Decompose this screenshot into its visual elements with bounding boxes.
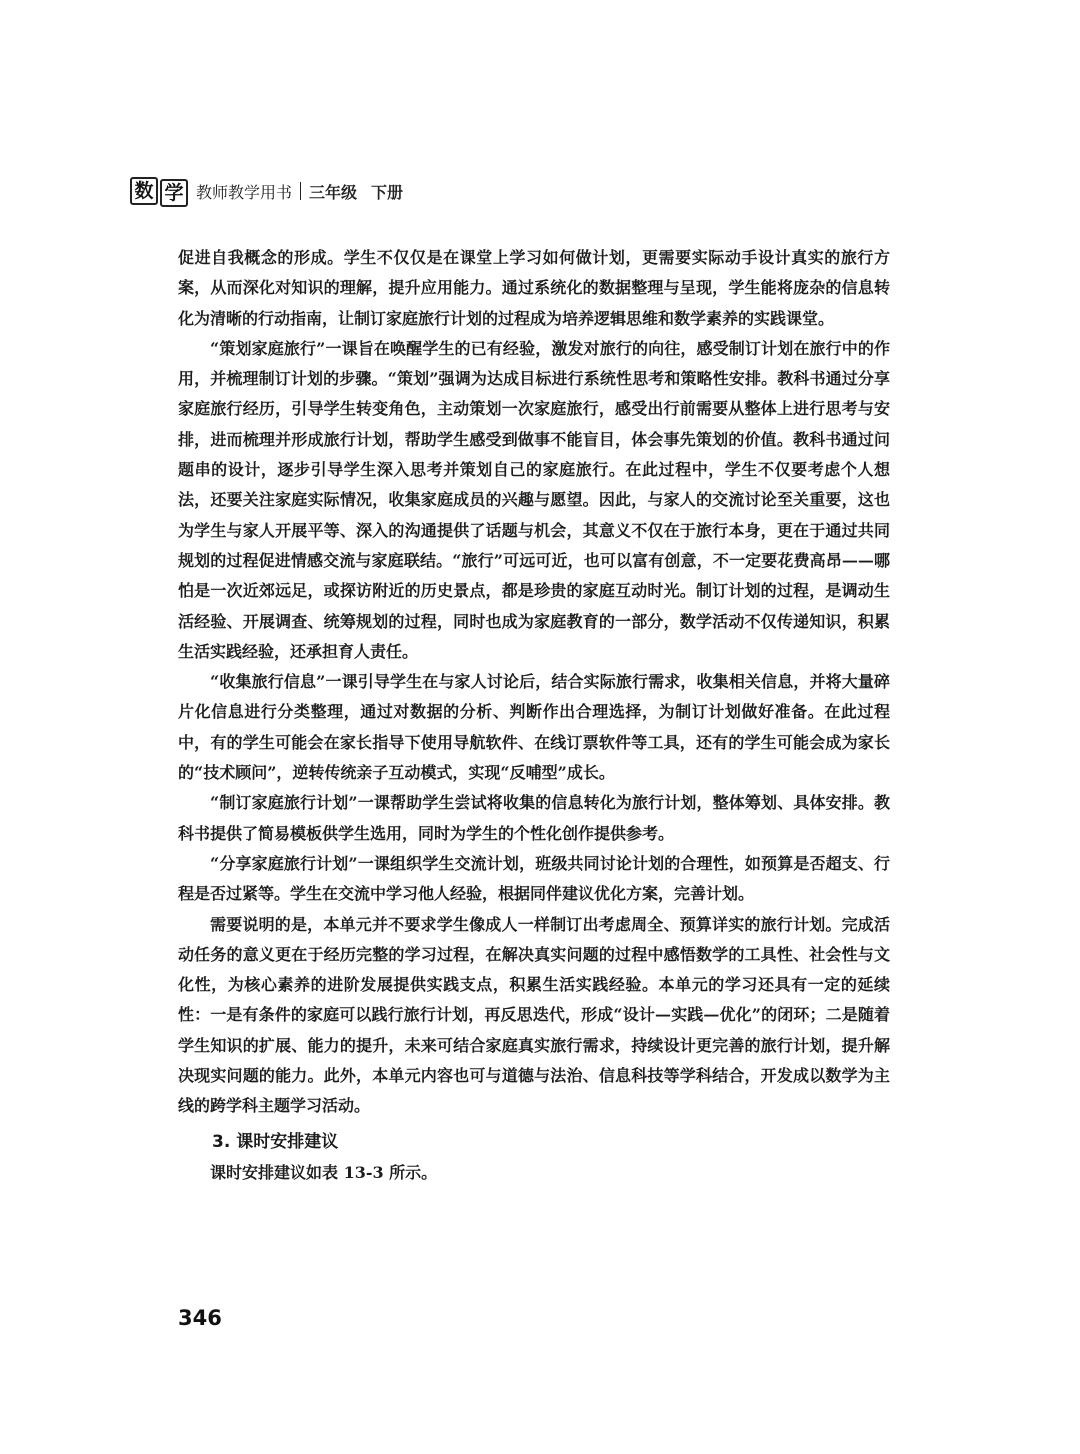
paragraph-2: “策划家庭旅行”一课旨在唤醒学生的已有经验，激发对旅行的向往，感受制订计划在旅行中的作用，并梳理制订计划的步骤。“策划”强调为达成目标进行系统性思考和策略性安排。教科书通过分享家庭旅行经历，引导学生转变角色，主动策划一次家庭旅行，感受出行前需要从整体上进行思考与安排，进而梳理并形成旅行计划，帮助学生感受到做事不能盲目，体会事先策划的价值。教科书通过问题串的设计，逐步引导学生深入思考并策划自己的家庭旅行。在此过程中，学生不仅要考虑个人想法，还要关注家庭实际情况，收集家庭成员的兴趣与愿望。因此，与家人的交流讨论至关重要，这也为学生与家人开展平等、深入的沟通提供了话题与机会，其意义不仅在于旅行本身，更在于通过共同规划的过程促进情感交流与家庭联结。“旅行”可远可近，也可以富有创意，不一定要花费高昂——哪怕是一次近郊远足，或探访附近的历史景点，都是珍贵的家庭互动时光。制订计划的过程，是调动生活经验、开展调查、统筹规划的过程，同时也成为家庭教育的一部分，数学活动不仅传递知识，积累生活实践经验，还承担育人责任。: [178, 338, 890, 661]
header-divider: [300, 182, 301, 200]
paragraph-6: 需要说明的是，本单元并不要求学生像成人一样制订出考虑周全、预算详实的旅行计划。完成活动任务的意义更在于经历完整的学习过程，在解决真实问题的过程中感悟数学的工具性、社会性与文化性，为核心素养的进阶发展提供实践支点，积累生活实践经验。本单元的学习还具有一定的延续性：一是有条件的家庭可以践行旅行计划，再反思迭代，形成“设计—实践—优化”的闭环；二是随着学生知识的扩展、能力的提升，未来可结合家庭真实旅行需求，持续设计更完善的旅行计划，提升解决现实问题的能力。此外，本单元内容也可与道德与法治、信息科技等学科结合，开发成以数学为主线的跨学科主题学习活动。: [178, 914, 890, 1116]
page-number: 346: [178, 1306, 222, 1330]
math-logo: [130, 177, 190, 205]
section-heading: 3. 课时安排建议: [212, 1131, 339, 1152]
volume-label: 下册: [371, 182, 404, 202]
grade-label: 三年级: [309, 182, 358, 202]
logo-char-1: 数: [130, 177, 158, 205]
paragraph-3: “收集旅行信息”一课引导学生在与家人讨论后，结合实际旅行需求，收集相关信息，并将大量碎片化信息进行分类整理，通过对数据的分析、判断作出合理选择，为制订计划做好准备。在此过程中，有的学生可能会在家长指导下使用导航软件、在线订票软件等工具，还有的学生可能会成为家长的“技术顾问”，逆转传统亲子互动模式，实现“反哺型”成长。: [178, 672, 890, 783]
body-text: [178, 243, 890, 1188]
paragraph-1: 促进自我概念的形成。学生不仅仅是在课堂上学习如何做计划，更需要实际动手设计真实的旅行方案，从而深化对知识的理解，提升应用能力。通过系统化的数据整理与呈现，学生能将庞杂的信息转化为清晰的行动指南，让制订家庭旅行计划的过程成为培养逻辑思维和数学素养的实践课堂。: [178, 248, 890, 328]
running-header: [130, 174, 403, 208]
paragraph-5: “分享家庭旅行计划”一课组织学生交流计划，班级共同讨论计划的合理性，如预算是否超支、行程是否过紧等。学生在交流中学习他人经验，根据同伴建议优化方案，完善计划。: [178, 853, 890, 904]
paragraph-4: “制订家庭旅行计划”一课帮助学生尝试将收集的信息转化为旅行计划，整体筹划、具体安排。教科书提供了简易模板供学生选用，同时为学生的个性化创作提供参考。: [178, 793, 890, 843]
book-title: 教师教学用书: [196, 182, 293, 202]
logo-char-2: 学: [160, 179, 188, 207]
section-text: 课时安排建议如表 13-3 所示。: [210, 1162, 438, 1182]
